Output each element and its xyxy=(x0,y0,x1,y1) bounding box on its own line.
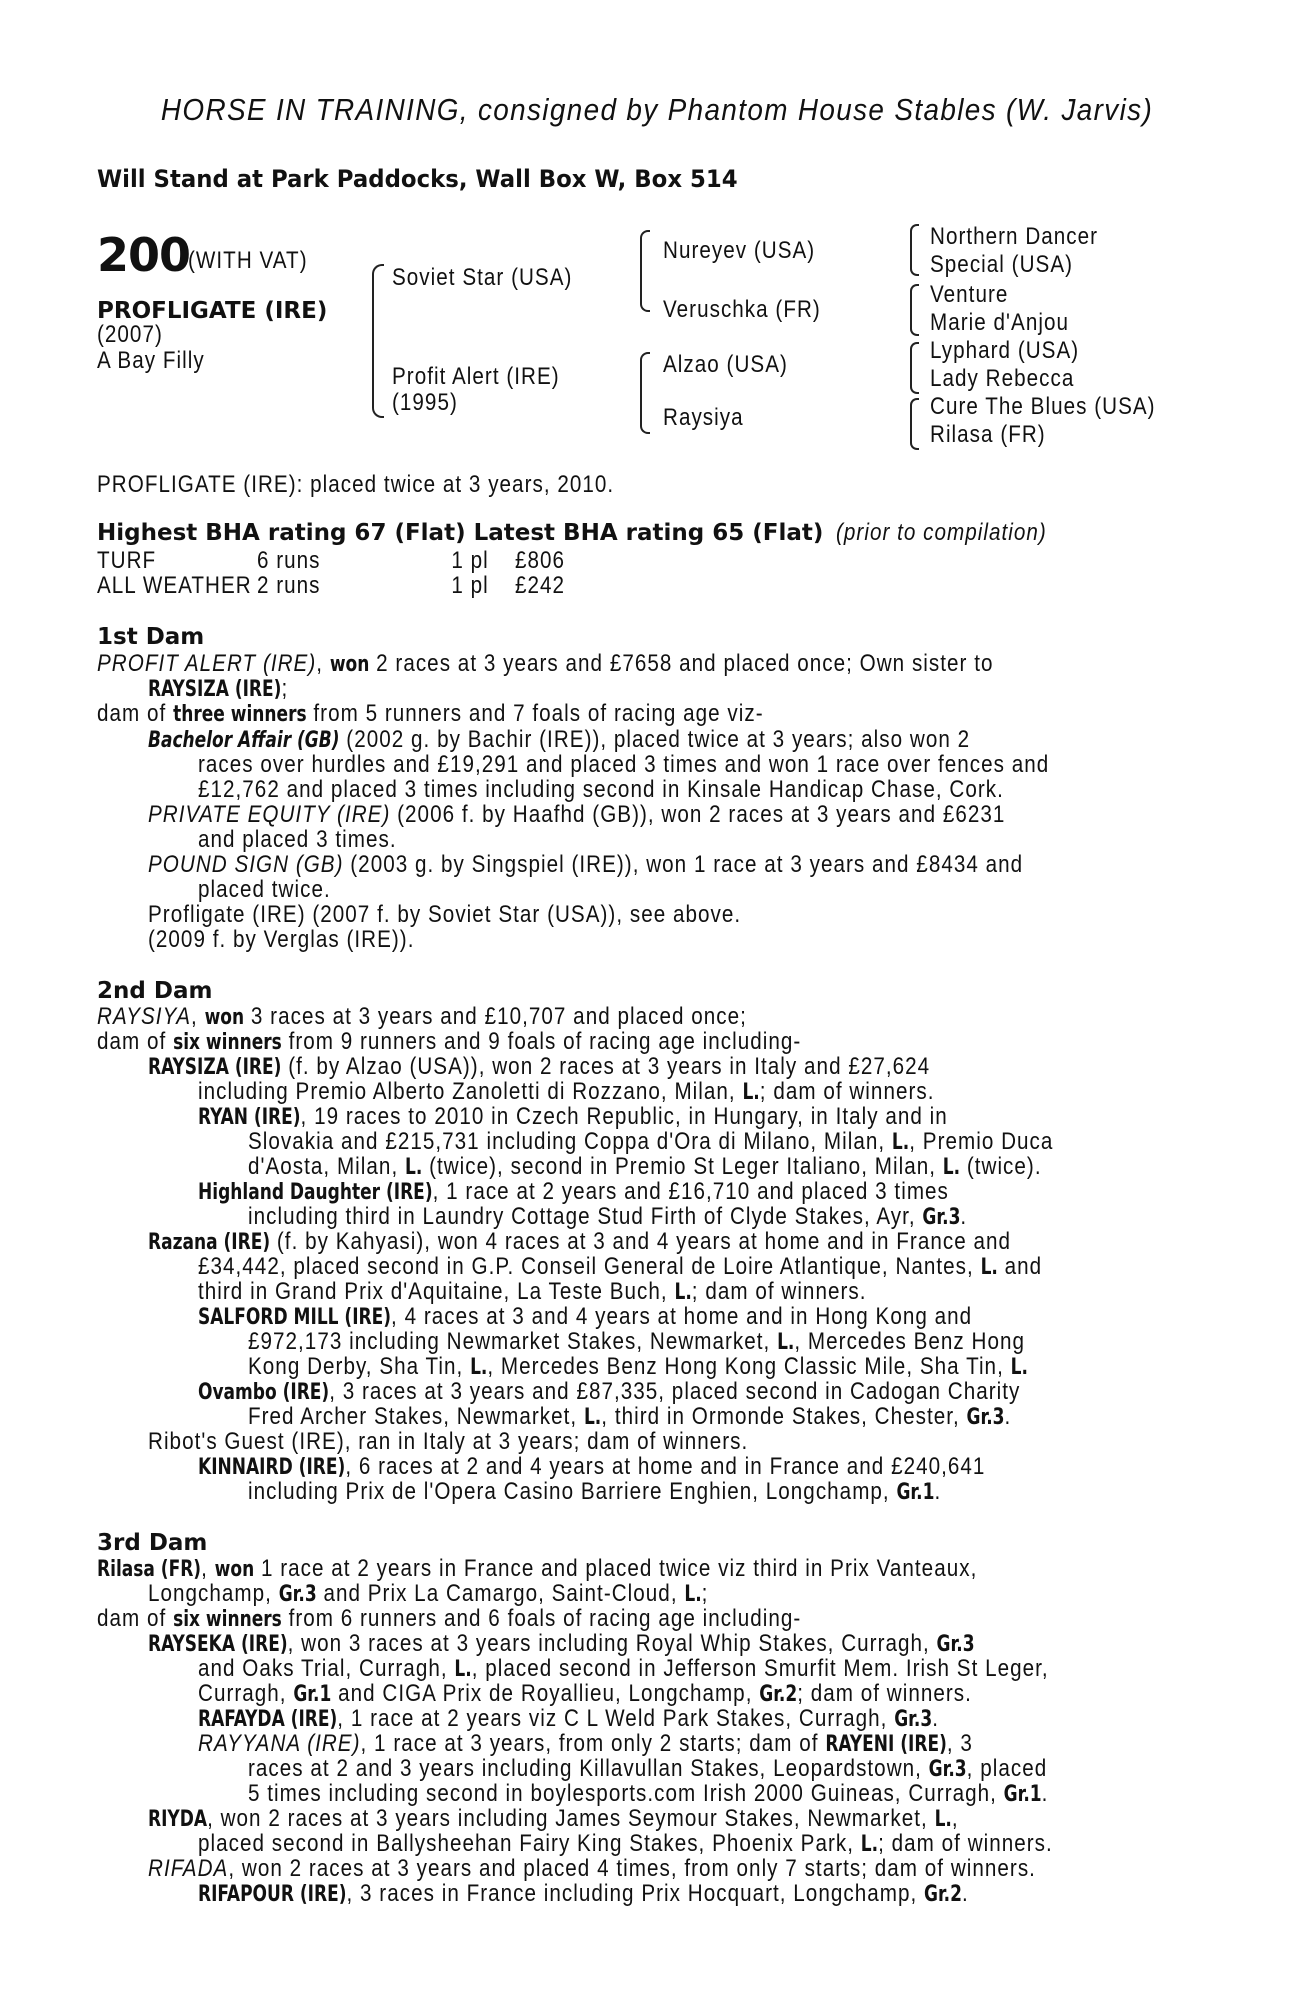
dam2-line-14: £972,173 including Newmarket Stakes, Newmarket, L., Mercedes Benz Hong xyxy=(248,1328,1025,1355)
dam2-heading: 2nd Dam xyxy=(97,978,213,1004)
pedigree-sire: Soviet Star (USA) xyxy=(392,264,573,291)
pedigree-grandsire-2: Alzao (USA) xyxy=(663,351,788,378)
pedigree-gg-8: Rilasa (FR) xyxy=(930,421,1046,448)
dam3-line-14: RIFAPOUR (IRE), 3 races in France including Prix Hocquart, Longchamp, Gr.2. xyxy=(198,1880,969,1907)
pedigree-gg-2: Special (USA) xyxy=(930,251,1074,278)
dam2-line-1: RAYSIYA, won 3 races at 3 years and £10,707 and placed once; xyxy=(97,1003,747,1030)
dam3-line-2: Longchamp, Gr.3 and Prix La Camargo, Saint-Cloud, L.; xyxy=(148,1580,709,1607)
dam1-line-4: Bachelor Affair (GB) (2002 g. by Bachir (IRE)), placed twice at 3 years; also won 2 xyxy=(148,726,971,753)
dam2-line-7: d'Aosta, Milan, L. (twice), second in Premio St Leger Italiano, Milan, L. (twice). xyxy=(248,1153,1042,1180)
dam1-line-7: PRIVATE EQUITY (IRE) (2006 f. by Haafhd (GB)), won 2 races at 3 years and £6231 xyxy=(148,801,1006,828)
horse-name: PROFLIGATE (IRE) xyxy=(97,298,328,324)
dam3-line-6: Curragh, Gr.1 and CIGA Prix de Royallieu, Longchamp, Gr.2; dam of winners. xyxy=(198,1680,972,1707)
dam2-line-12: third in Grand Prix d'Aquitaine, La Teste Buch, L.; dam of winners. xyxy=(198,1278,867,1305)
dam1-line-10: placed twice. xyxy=(198,876,331,903)
dam3-line-13: RIFADA, won 2 races at 3 years and placed 4 times, from only 7 starts; dam of winners. xyxy=(148,1855,1036,1882)
pedigree-brace-gg3 xyxy=(910,342,919,394)
page-header: HORSE IN TRAINING, consigned by Phantom House Stables (W. Jarvis) xyxy=(160,92,1154,127)
rating-line xyxy=(97,520,1081,546)
dam3-line-12: placed second in Ballysheehan Fairy King Stakes, Phoenix Park, L.; dam of winners. xyxy=(198,1830,1053,1857)
dam3-line-7: RAFAYDA (IRE), 1 race at 2 years viz C L Weld Park Stakes, Curragh, Gr.3. xyxy=(198,1705,939,1732)
dam2-line-8: Highland Daughter (IRE), 1 race at 2 years and £16,710 and placed 3 times xyxy=(198,1178,949,1205)
dam3-line-3: dam of six winners from 6 runners and 6 foals of racing age including- xyxy=(97,1605,802,1632)
horse-year: (2007) xyxy=(97,321,163,348)
dam1-line-9: POUND SIGN (GB) (2003 g. by Singspiel (IRE)), won 1 race at 3 years and £8434 and xyxy=(148,851,1024,878)
dam1-line-12: (2009 f. by Verglas (IRE)). xyxy=(148,926,415,953)
dam2-line-19: KINNAIRD (IRE), 6 races at 2 and 4 years at home and in France and £240,641 xyxy=(198,1453,986,1480)
pedigree-brace-dam xyxy=(640,352,650,434)
pedigree-granddam-1: Veruschka (FR) xyxy=(663,296,821,323)
dam3-line-9: races at 2 and 3 years including Killavullan Stakes, Leopardstown, Gr.3, placed xyxy=(248,1755,1048,1782)
dam2-line-17: Fred Archer Stakes, Newmarket, L., third in Ormonde Stakes, Chester, Gr.3. xyxy=(248,1403,1012,1430)
pedigree-brace-sire xyxy=(640,230,650,312)
dam2-line-10: Razana (IRE) (f. by Kahyasi), won 4 races at 3 and 4 years at home and in France and xyxy=(148,1228,1012,1255)
pedigree-gg-4: Marie d'Anjou xyxy=(930,309,1069,336)
rating-text: Highest BHA rating 67 (Flat) Latest BHA rating 65 (Flat) xyxy=(97,520,824,546)
pedigree-granddam-2: Raysiya xyxy=(663,404,744,431)
dam3-line-5: and Oaks Trial, Curragh, L., placed second in Jefferson Smurfit Mem. Irish St Leger, xyxy=(198,1655,1049,1682)
stand-location: Will Stand at Park Paddocks, Wall Box W, Box 514 xyxy=(97,165,738,193)
pedigree-brace-gg1 xyxy=(910,224,919,276)
rating-note: (prior to compilation) xyxy=(835,519,1047,546)
pedigree-gg-3: Venture xyxy=(930,281,1009,308)
dam3-line-8: RAYYANA (IRE), 1 race at 3 years, from only 2 starts; dam of RAYENI (IRE), 3 xyxy=(198,1730,973,1757)
dam1-line-3: dam of three winners from 5 runners and 7 foals of racing age viz- xyxy=(97,700,764,727)
dam2-line-4: including Premio Alberto Zanoletti di Rozzano, Milan, L.; dam of winners. xyxy=(198,1078,935,1105)
catalogue-page: HORSE IN TRAINING, consigned by Phantom House Stables (W. Jarvis) Will Stand at Park Paddocks, Wall Box W, Box 514 200 (WITH VAT) PROFLIGATE (IRE) (2007) A Bay Filly Soviet Star (USA) Profit Alert (IRE) (1995) Nureyev (USA) Veruschka (FR) Alzao (USA) Raysiya Northern Dancer Special (USA) Venture Marie d'Anjou Lyphard (USA) Lady Rebecca Cure The Blues (USA) Rilasa (FR) PROFLIGATE (IRE): placed twice at 3 years, 2010. Highest BHA rating 67 (Flat) Latest BHA rating 65 (Flat) (prior to compilation) TURF 6 runs 1 pl £806 ALL WEATHER 2 runs 1 pl £242 1st Dam PROFIT ALERT (IRE), won 2 races at 3 years and £7658 and placed once; Own sister to RAYSIZA (IRE); dam of three winners from 5 runners and 7 foals of racing age viz- Bachelor Affair (GB) (2002 g. by Bachir (IRE)), placed twice at 3 years; also won 2 races over hurdles and £19,291 and placed 3 times and won 1 race over fences and £12,762 and placed 3 times including second in Kinsale Handicap Chase, Cork. PRIVATE EQUITY (IRE) (2006 f. by Haafhd (GB)), won 2 races at 3 years and £6231 and placed 3 times. POUND SIGN (GB) (2003 g. by Singspiel (IRE)), won 1 race at 3 years and £8434 and placed twice. Profligate (IRE) (2007 f. by Soviet Star (USA)), see above. (2009 f. by Verglas (IRE)). 2nd Dam RAYSIYA, won 3 races at 3 years and £10,707 and placed once; dam of six winners from 9 runners and 9 foals of racing age including- RAYSIZA (IRE) (f. by Alzao (USA)), won 2 races at 3 years in Italy and £27,624 including Premio Alberto Zanoletti di Rozzano, Milan, L.; dam of winners. RYAN (IRE), 19 races to 2010 in Czech Republic, in Hungary, in Italy and in Slovakia and £215,731 including Coppa d'Ora di Milano, Milan, L., Premio Duca d'Aosta, Milan, L. (twice), second in Premio St Leger Italiano, Milan, L. (twice). Highland Daughter (IRE), 1 race at 2 years and £16,710 and placed 3 times including third in Laundry Cottage Stud Firth of Clyde Stakes, Ayr, Gr.3. Razana (IRE) (f. by Kahyasi), won 4 races at 3 and 4 years at home and in France and £34,442, placed second in G.P. Conseil General de Loire Atlantique, Nantes, L. and third in Grand Prix d'Aquitaine, La Teste Buch, L.; dam of winners. SALFORD MILL (IRE), 4 races at 3 and 4 years at home and in Hong Kong and £972,173 including Newmarket Stakes, Newmarket, L., Mercedes Benz Hong Kong Derby, Sha Tin, L., Mercedes Benz Hong Kong Classic Mile, Sha Tin, L. Ovambo (IRE), 3 races at 3 years and £87,335, placed second in Cadogan Charity Fred Archer Stakes, Newmarket, L., third in Ormonde Stakes, Chester, Gr.3. Ribot's Guest (IRE), ran in Italy at 3 years; dam of winners. KINNAIRD (IRE), 6 races at 2 and 4 years at home and in France and £240,641 including Prix de l'Opera Casino Barriere Enghien, Longchamp, Gr.1. 3rd Dam Rilasa (FR), won 1 race at 2 years in France and placed twice viz third in Prix Vanteaux, Longchamp, Gr.3 and Prix La Camargo, Saint-Cloud, L.; dam of six winners from 6 runners and 6 foals of racing age including- RAYSEKA (IRE), won 3 races at 3 years including Royal Whip Stakes, Curragh, Gr.3 and Oaks Trial, Curragh, L., placed second in Jefferson Smurfit Mem. Irish St Leger, Curragh, Gr.1 and CIGA Prix de Royallieu, Longchamp, Gr.2; dam of winners. RAFAYDA (IRE), 1 race at 2 years viz C L Weld Park Stakes, Curragh, Gr.3. RAYYANA (IRE), 1 race at 3 years, from only 2 starts; dam of RAYENI (IRE), 3 races at 2 and 3 years including Killavullan Stakes, Leopardstown, Gr.3, placed 5 times including second in boylesports.com Irish 2000 Guineas, Curragh, Gr.1. RIYDA, won 2 races at 3 years including James Seymour Stakes, Newmarket, L., placed second in Ballysheehan Fairy King Stakes, Phoenix Park, L.; dam of winners. RIFADA, won 2 races at 3 years and placed 4 times, from only 7 starts; dam of winners. RIFAPOUR (IRE), 3 races in France including Prix Hocquart, Longchamp, Gr.2. xyxy=(0,0,1314,2000)
pedigree-brace-gg4 xyxy=(910,398,919,450)
dam1-line-2: RAYSIZA (IRE); xyxy=(148,675,289,702)
dam2-line-20: including Prix de l'Opera Casino Barriere Enghien, Longchamp, Gr.1. xyxy=(248,1478,942,1505)
dam3-line-1: Rilasa (FR), won 1 race at 2 years in France and placed twice viz third in Prix Vanteaux, xyxy=(97,1555,978,1582)
lot-number: 200 xyxy=(97,228,191,282)
race-summary: PROFLIGATE (IRE): placed twice at 3 years, 2010. xyxy=(97,471,615,498)
dam2-line-9: including third in Laundry Cottage Stud Firth of Clyde Stakes, Ayr, Gr.3. xyxy=(248,1203,968,1230)
dam2-line-6: Slovakia and £215,731 including Coppa d'Ora di Milano, Milan, L., Premio Duca xyxy=(248,1128,1054,1155)
pedigree-grandsire-1: Nureyev (USA) xyxy=(663,237,816,264)
pedigree-gg-7: Cure The Blues (USA) xyxy=(930,393,1156,420)
pedigree-brace-gg2 xyxy=(910,284,919,336)
dam1-line-1: PROFIT ALERT (IRE), won 2 races at 3 years and £7658 and placed once; Own sister to xyxy=(97,650,994,677)
dam1-line-6: £12,762 and placed 3 times including second in Kinsale Handicap Chase, Cork. xyxy=(198,776,1004,803)
dam3-line-10: 5 times including second in boylesports.com Irish 2000 Guineas, Curragh, Gr.1. xyxy=(248,1780,1049,1807)
pedigree-dam-year: (1995) xyxy=(392,389,458,416)
dam2-line-11: £34,442, placed second in G.P. Conseil General de Loire Atlantique, Nantes, L. and xyxy=(198,1253,1043,1280)
dam3-line-11: RIYDA, won 2 races at 3 years including James Seymour Stakes, Newmarket, L., xyxy=(148,1805,959,1832)
dam2-line-2: dam of six winners from 9 runners and 9 foals of racing age including- xyxy=(97,1028,802,1055)
dam2-line-16: Ovambo (IRE), 3 races at 3 years and £87,335, placed second in Cadogan Charity xyxy=(198,1378,1021,1405)
dam3-heading: 3rd Dam xyxy=(97,1530,208,1556)
dam1-heading: 1st Dam xyxy=(97,624,205,650)
dam1-line-5: races over hurdles and £19,291 and placed 3 times and won 1 race over fences and xyxy=(198,751,1050,778)
pedigree-gg-5: Lyphard (USA) xyxy=(930,337,1080,364)
vat-note: (WITH VAT) xyxy=(188,247,308,274)
dam3-line-4: RAYSEKA (IRE), won 3 races at 3 years including Royal Whip Stakes, Curragh, Gr.3 xyxy=(148,1630,975,1657)
dam1-line-11: Profligate (IRE) (2007 f. by Soviet Star (USA)), see above. xyxy=(148,901,742,928)
dam2-line-18: Ribot's Guest (IRE), ran in Italy at 3 years; dam of winners. xyxy=(148,1428,749,1455)
dam2-line-3: RAYSIZA (IRE) (f. by Alzao (USA)), won 2 races at 3 years in Italy and £27,624 xyxy=(148,1053,931,1080)
pedigree-gg-6: Lady Rebecca xyxy=(930,365,1075,392)
dam1-line-8: and placed 3 times. xyxy=(198,826,397,853)
pedigree-dam: Profit Alert (IRE) xyxy=(392,363,560,390)
pedigree-gg-1: Northern Dancer xyxy=(930,223,1099,250)
pedigree-brace-main xyxy=(372,264,384,418)
dam2-line-13: SALFORD MILL (IRE), 4 races at 3 and 4 years at home and in Hong Kong and xyxy=(198,1303,973,1330)
dam2-line-15: Kong Derby, Sha Tin, L., Mercedes Benz Hong Kong Classic Mile, Sha Tin, L. xyxy=(248,1353,1028,1380)
dam2-line-5: RYAN (IRE), 19 races to 2010 in Czech Republic, in Hungary, in Italy and in xyxy=(198,1103,948,1130)
horse-description: A Bay Filly xyxy=(97,347,205,374)
